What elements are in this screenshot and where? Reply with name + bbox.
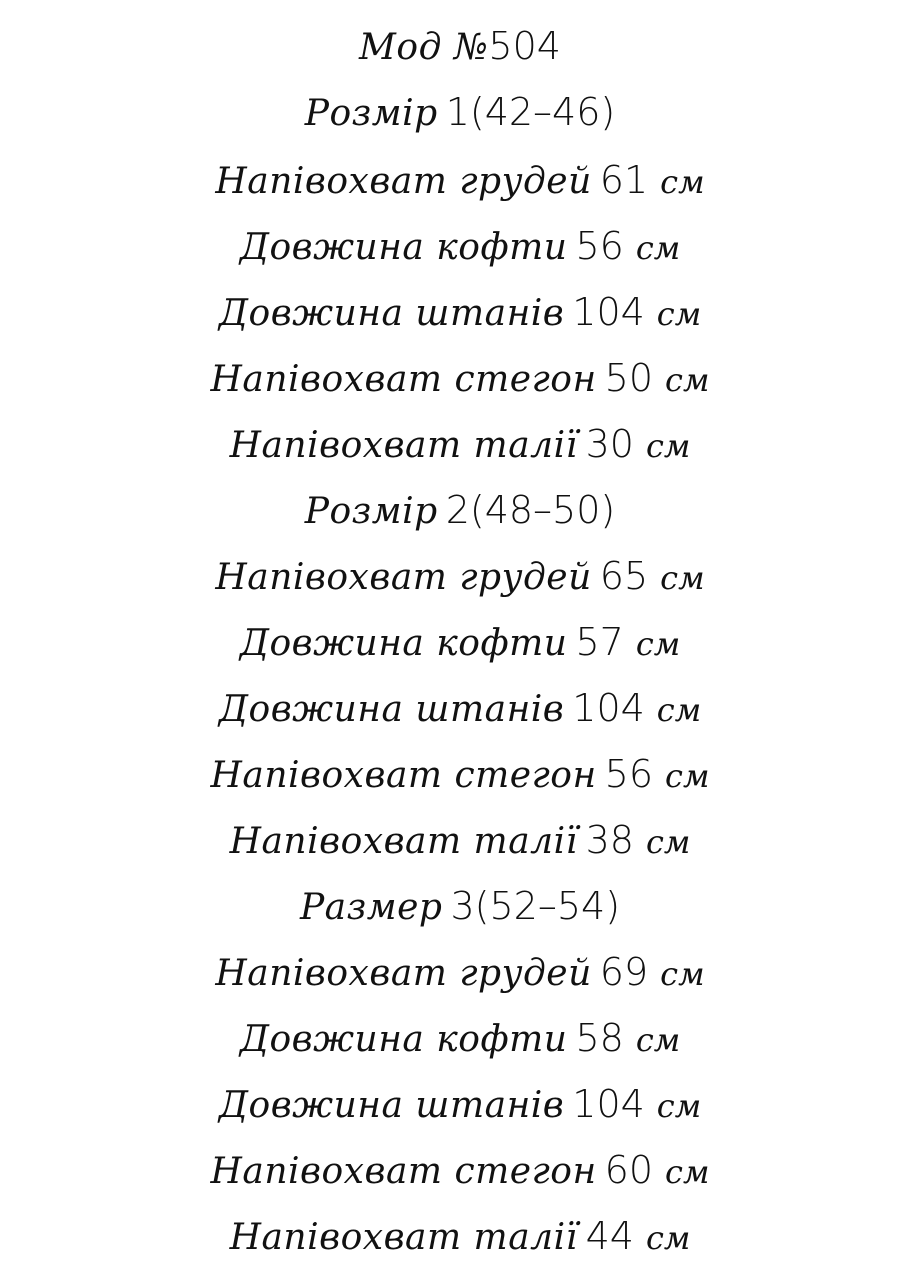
measurement-row bbox=[0, 1074, 920, 1134]
size-header bbox=[0, 82, 920, 142]
measurement-unit: см bbox=[660, 559, 705, 597]
size-header-label: Размер bbox=[299, 887, 443, 928]
measurement-label: Довжина кофти bbox=[239, 1019, 568, 1060]
measurement-label: Довжина штанів bbox=[218, 1085, 565, 1126]
measurement-unit: см bbox=[665, 757, 710, 795]
measurement-unit: см bbox=[645, 427, 691, 465]
model-label: Мод № bbox=[359, 27, 489, 68]
measurement-label: Довжина штанів bbox=[218, 689, 565, 730]
measurement-value: 30 bbox=[585, 422, 634, 466]
measurement-label: Напівохват грудей bbox=[215, 953, 592, 994]
measurement-row bbox=[0, 282, 920, 342]
measurement-label: Напівохват стегон bbox=[210, 755, 597, 796]
size-header bbox=[0, 876, 920, 936]
measurement-value: 58 bbox=[575, 1016, 624, 1060]
measurement-unit: см bbox=[656, 691, 702, 729]
measurement-unit: см bbox=[656, 1087, 702, 1125]
size-header-value: 1(42–46) bbox=[445, 90, 616, 134]
size-header bbox=[0, 480, 920, 540]
measurement-unit: см bbox=[635, 1021, 681, 1059]
measurement-row bbox=[0, 744, 920, 804]
measurement-value: 104 bbox=[572, 1082, 645, 1126]
measurement-label: Довжина кофти bbox=[239, 227, 568, 268]
measurement-label: Напівохват грудей bbox=[215, 161, 592, 202]
measurement-value: 69 bbox=[599, 950, 649, 994]
measurement-unit: см bbox=[645, 823, 691, 861]
measurement-unit: см bbox=[656, 295, 702, 333]
measurement-unit: см bbox=[635, 625, 681, 663]
measurement-value: 61 bbox=[599, 158, 649, 202]
measurement-row bbox=[0, 150, 920, 210]
measurement-value: 104 bbox=[572, 290, 645, 334]
measurement-value: 38 bbox=[585, 818, 634, 862]
measurement-unit: см bbox=[635, 229, 681, 267]
measurement-label: Напівохват стегон bbox=[210, 1151, 597, 1192]
measurement-value: 65 bbox=[599, 554, 649, 598]
measurement-label: Напівохват талії bbox=[229, 1217, 578, 1258]
measurement-value: 56 bbox=[604, 752, 654, 796]
measurement-value: 57 bbox=[575, 620, 624, 664]
measurement-label: Напівохват талії bbox=[229, 425, 578, 466]
measurement-unit: см bbox=[665, 1153, 710, 1191]
measurement-label: Напівохват стегон bbox=[210, 359, 597, 400]
measurement-value: 44 bbox=[585, 1214, 634, 1258]
measurement-value: 104 bbox=[572, 686, 645, 730]
size-header-label: Розмір bbox=[304, 491, 438, 532]
measurement-row bbox=[0, 546, 920, 606]
measurement-row bbox=[0, 678, 920, 738]
measurement-unit: см bbox=[665, 361, 710, 399]
measurement-value: 56 bbox=[575, 224, 624, 268]
measurement-unit: см bbox=[660, 163, 705, 201]
measurement-unit: см bbox=[645, 1219, 691, 1257]
measurement-row bbox=[0, 942, 920, 1002]
model-number: 504 bbox=[488, 24, 561, 68]
measurement-label: Довжина кофти bbox=[239, 623, 568, 664]
size-header-value: 3(52–54) bbox=[450, 884, 621, 928]
measurement-row bbox=[0, 348, 920, 408]
measurement-label: Напівохват талії bbox=[229, 821, 578, 862]
measurement-label: Довжина штанів bbox=[218, 293, 565, 334]
measurement-row bbox=[0, 1206, 920, 1266]
measurement-unit: см bbox=[660, 955, 705, 993]
measurement-row bbox=[0, 1008, 920, 1068]
measurement-value: 60 bbox=[604, 1148, 654, 1192]
measurement-row bbox=[0, 810, 920, 870]
measurement-row bbox=[0, 612, 920, 672]
measurement-value: 50 bbox=[604, 356, 654, 400]
measurement-label: Напівохват грудей bbox=[215, 557, 592, 598]
measurement-row bbox=[0, 414, 920, 474]
size-header-label: Розмір bbox=[304, 93, 438, 134]
measurement-row bbox=[0, 1140, 920, 1200]
size-header-value: 2(48–50) bbox=[445, 488, 616, 532]
measurement-row bbox=[0, 216, 920, 276]
model-line bbox=[0, 16, 920, 76]
